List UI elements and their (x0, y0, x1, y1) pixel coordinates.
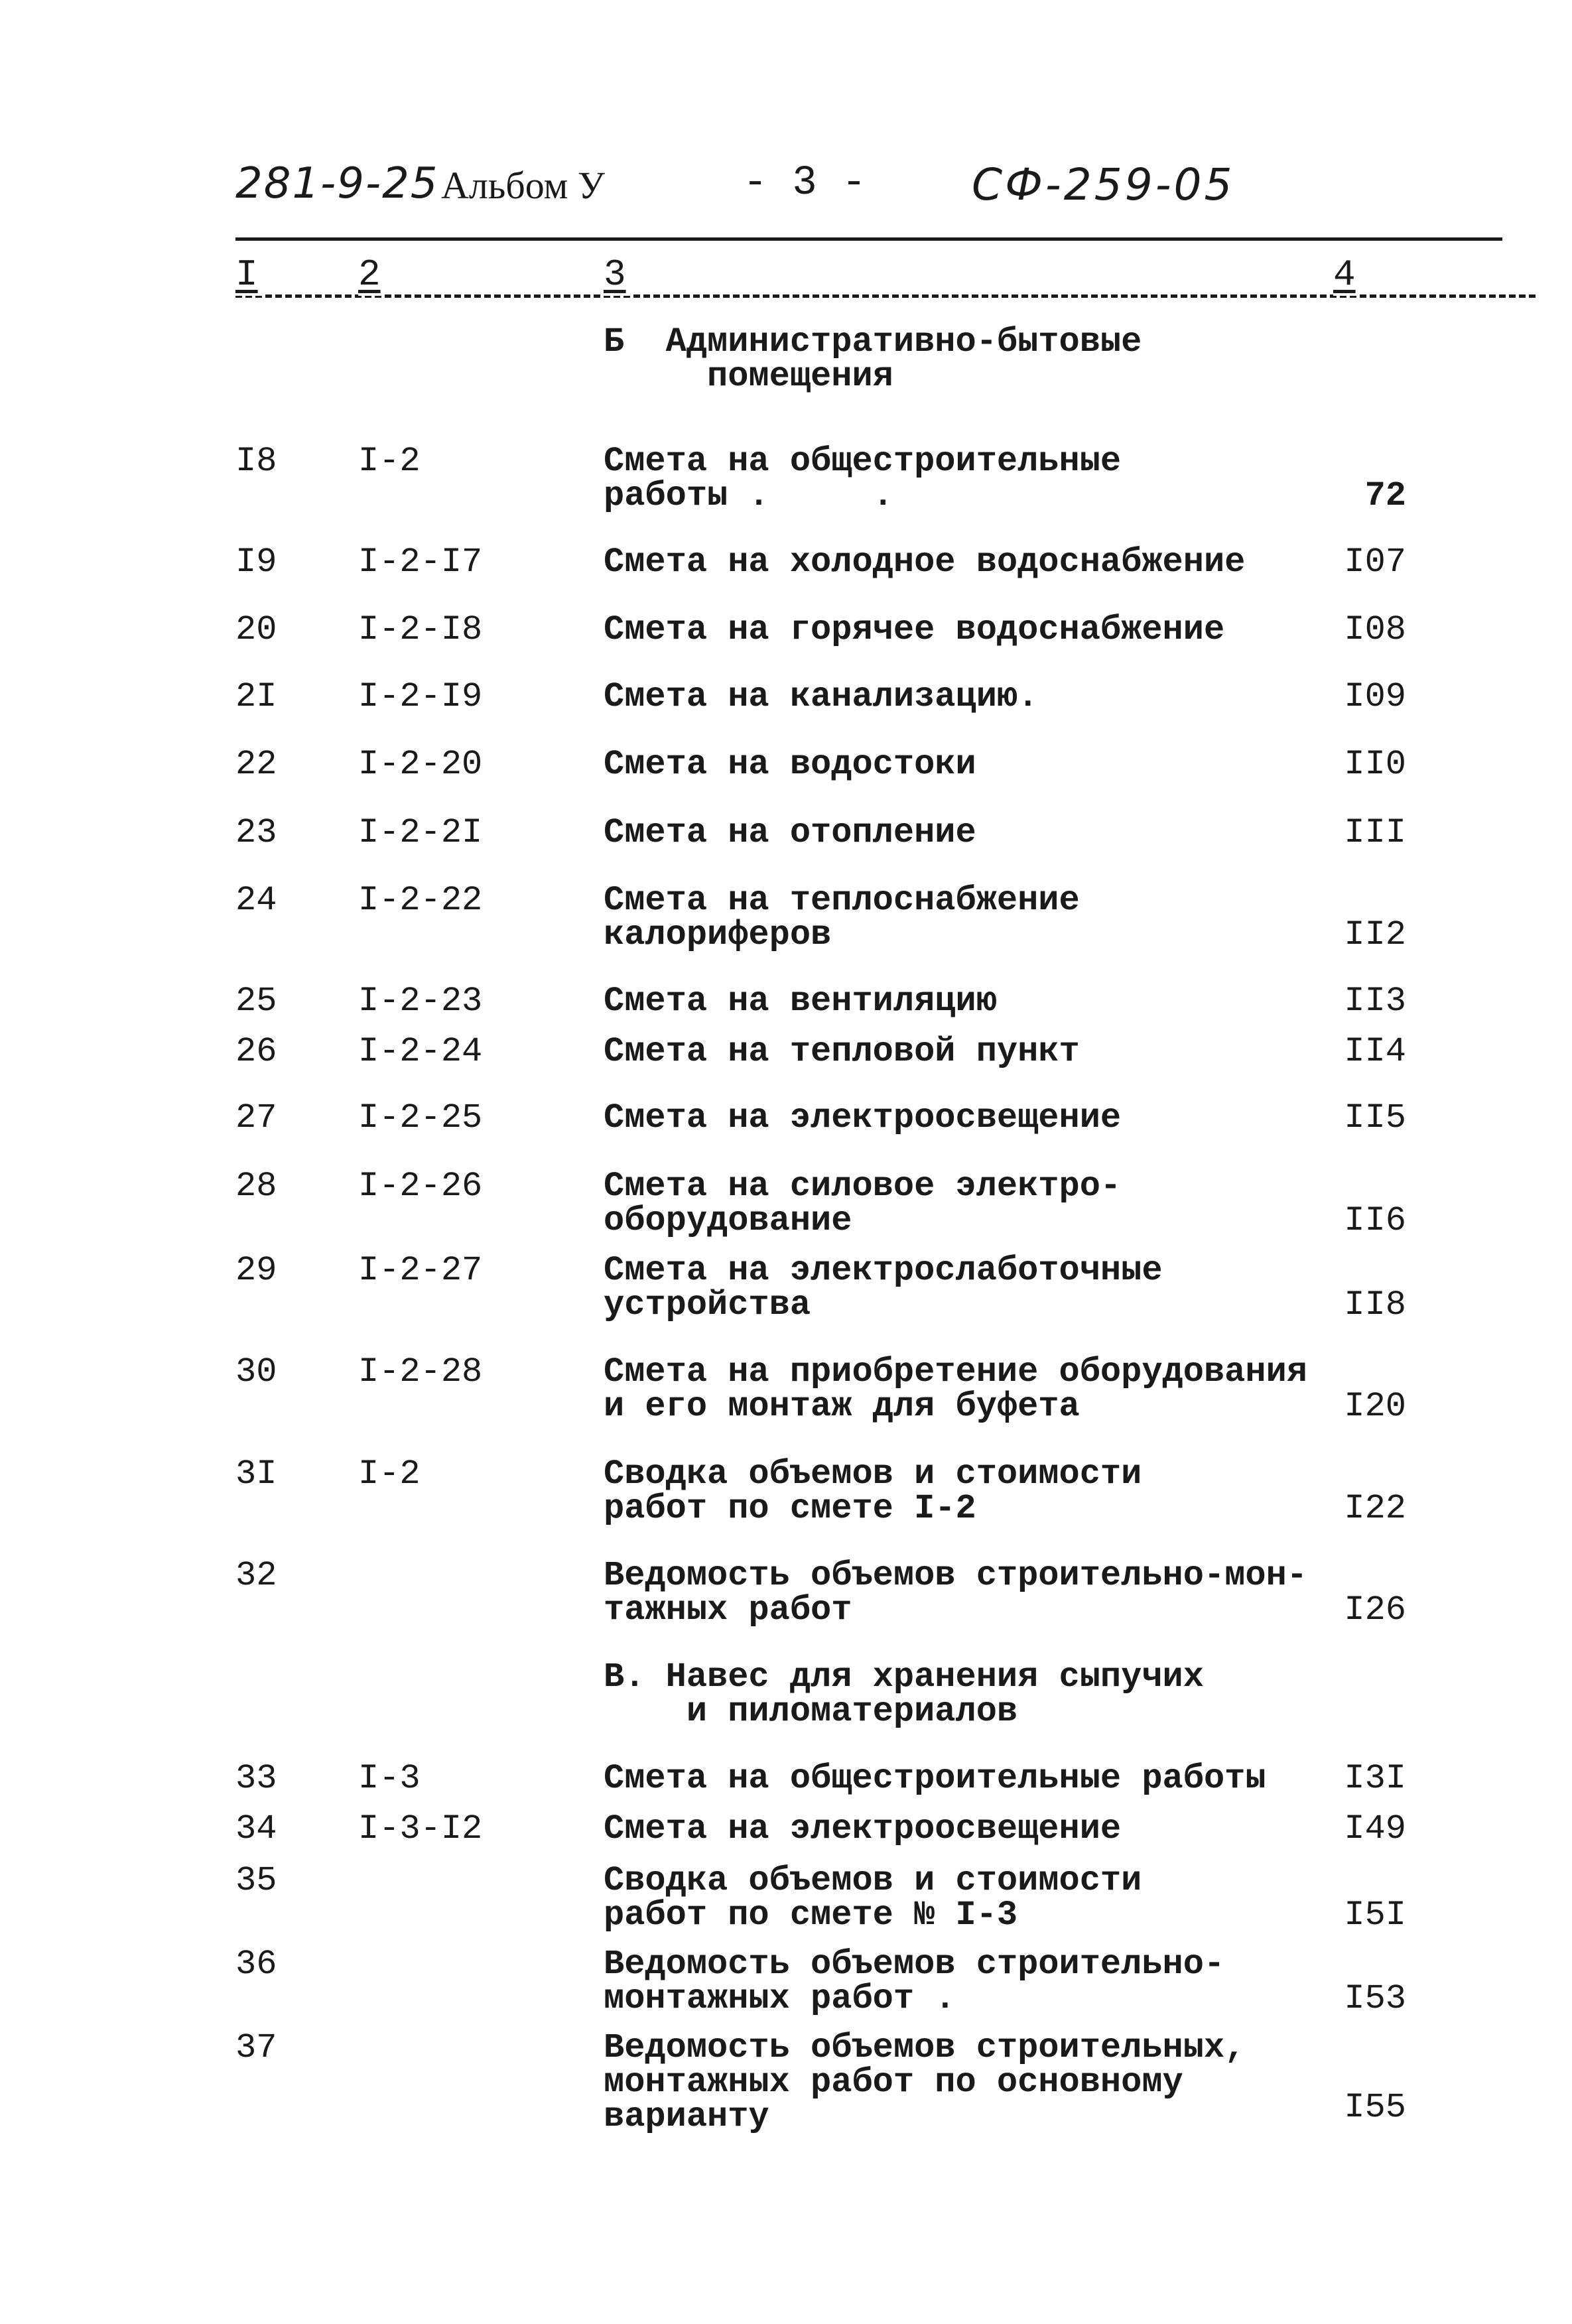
column-number-1: I (235, 253, 262, 296)
row-page: I07 (1344, 543, 1406, 582)
page-number: - 3 - (743, 159, 867, 206)
row-page: I22 (1344, 1489, 1406, 1528)
row-page: II8 (1344, 1285, 1406, 1324)
row-number: 20 (235, 610, 277, 649)
row-number: 34 (235, 1809, 277, 1848)
row-code: I-2-22 (358, 881, 483, 920)
row-page: III (1344, 813, 1406, 852)
section-title-b: Б Административно-бытовые помещения (604, 322, 1142, 396)
row-name: Сводка объемов и стоимости работ по смете № I-3 (604, 1861, 1142, 1935)
row-code: I-2-I7 (358, 543, 483, 582)
row-page: II3 (1344, 982, 1406, 1021)
row-number: I8 (235, 442, 277, 481)
row-number: 32 (235, 1556, 277, 1595)
row-number: 2I (235, 677, 277, 716)
row-page: II2 (1344, 915, 1406, 954)
row-name: Смета на общестроительные работы . . (604, 442, 1122, 515)
row-number: 29 (235, 1251, 277, 1290)
row-name: Смета на силовое электро- оборудование (604, 1167, 1122, 1240)
page-header (235, 159, 1509, 212)
column-number-2: 2 (358, 253, 385, 296)
row-code: I-2-20 (358, 745, 483, 784)
row-code: I-2-27 (358, 1251, 483, 1290)
row-name: Смета на теплоснабжение калориферов (604, 881, 1080, 954)
document-number: СФ-259-05 (972, 159, 1235, 210)
row-code: I-3 (358, 1759, 421, 1798)
row-name: Смета на холодное водоснабжение (604, 543, 1246, 582)
row-page: I20 (1344, 1387, 1406, 1426)
row-page: II5 (1344, 1098, 1406, 1137)
row-number: 24 (235, 881, 277, 920)
row-page: II4 (1344, 1032, 1406, 1071)
row-name: Ведомость объемов строительно-мон- тажных работ (604, 1556, 1307, 1630)
row-name: Смета на приобретение оборудования и его монтаж для буфета (604, 1352, 1307, 1426)
row-number: 23 (235, 813, 277, 852)
column-number-4: 4 (1333, 253, 1360, 296)
row-page: I5I (1344, 1896, 1406, 1935)
row-name: Смета на канализацию. (604, 677, 1039, 716)
row-page: I09 (1344, 677, 1406, 716)
row-number: 26 (235, 1032, 277, 1071)
row-name: Ведомость объемов строительных, монтажных работ по основному варианту (604, 2028, 1246, 2136)
row-number: 22 (235, 745, 277, 784)
row-name: Смета на горячее водоснабжение (604, 610, 1225, 649)
row-page: 72 (1364, 476, 1406, 515)
album-label: Альбом У (441, 164, 605, 207)
row-page: II0 (1344, 745, 1406, 784)
row-page: I3I (1344, 1759, 1406, 1798)
section-title-v: В. Навес для хранения сыпучих и пиломатериалов (604, 1657, 1204, 1731)
row-name: Сводка объемов и стоимости работ по смете I-2 (604, 1454, 1142, 1528)
row-code: I-2-26 (358, 1167, 483, 1206)
row-code: I-2 (358, 442, 421, 481)
row-name: Смета на отопление (604, 813, 976, 852)
row-code: I-2-I9 (358, 677, 483, 716)
row-code: I-2-I8 (358, 610, 483, 649)
row-name: Смета на электрослаботочные устройства (604, 1251, 1163, 1324)
row-number: 35 (235, 1861, 277, 1900)
row-code: I-2 (358, 1454, 421, 1494)
row-number: 28 (235, 1167, 277, 1206)
row-page: I55 (1344, 2088, 1406, 2127)
row-page: I26 (1344, 1590, 1406, 1630)
row-number: 33 (235, 1759, 277, 1798)
row-number: 37 (235, 2028, 277, 2067)
row-page: II6 (1344, 1201, 1406, 1240)
row-page: I49 (1344, 1809, 1406, 1848)
row-number: 3I (235, 1454, 277, 1494)
row-code: I-2-24 (358, 1032, 483, 1071)
column-number-3: 3 (604, 253, 630, 296)
row-code: I-2-25 (358, 1098, 483, 1137)
row-code: I-3-I2 (358, 1809, 483, 1848)
row-name: Смета на электроосвещение (604, 1098, 1122, 1137)
row-page: I08 (1344, 610, 1406, 649)
row-name: Смета на тепловой пункт (604, 1032, 1080, 1071)
row-number: 30 (235, 1352, 277, 1391)
header-rule (235, 237, 1502, 241)
row-number: 25 (235, 982, 277, 1021)
row-name: Смета на водостоки (604, 745, 976, 784)
row-name: Ведомость объемов строительно- монтажных работ . (604, 1945, 1225, 2018)
row-code: I-2-28 (358, 1352, 483, 1391)
project-code: 281-9-25 (235, 159, 439, 208)
row-code: I-2-23 (358, 982, 483, 1021)
row-name: Смета на электроосвещение (604, 1809, 1122, 1848)
row-name: Смета на вентиляцию (604, 982, 997, 1021)
row-number: 36 (235, 1945, 277, 1984)
row-number: 27 (235, 1098, 277, 1137)
row-name: Смета на общестроительные работы (604, 1759, 1266, 1798)
row-page: I53 (1344, 1979, 1406, 2018)
row-code: I-2-2I (358, 813, 483, 852)
column-header-row (235, 253, 1536, 300)
row-number: I9 (235, 543, 277, 582)
